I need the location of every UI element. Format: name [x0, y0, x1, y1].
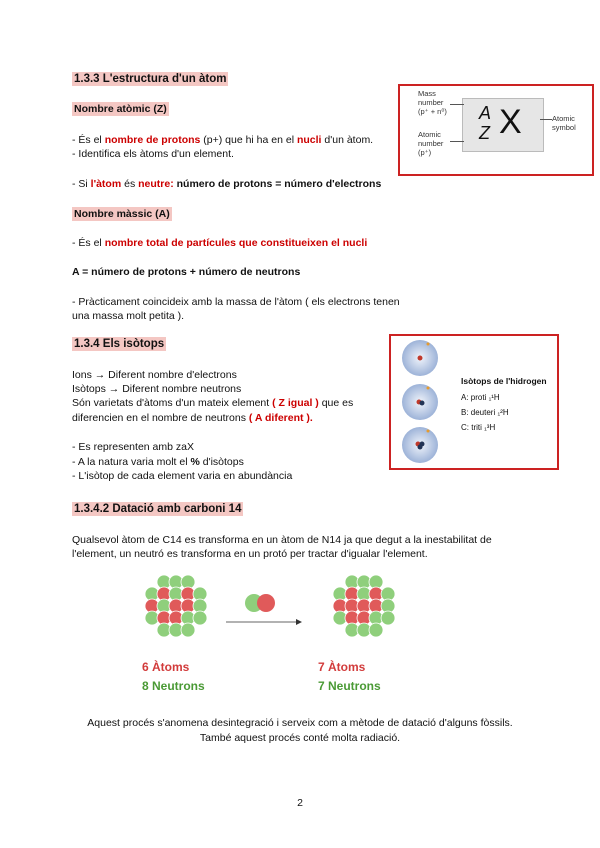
- a-heading: Nombre màssic (A): [74, 208, 170, 220]
- conclusion-line-2: També aquest procés conté molta radiació.: [199, 732, 401, 744]
- atomic-number-label: Atomic number (p⁺): [418, 130, 444, 157]
- isotopes-title: Isòtops de l'hidrogen: [461, 376, 547, 386]
- arrow-head: [296, 619, 302, 625]
- deuterium-label: B: deuteri ₁²H: [461, 408, 509, 417]
- section-title-1-3-3: 1.3.3 L'estructura d'un àtom: [74, 73, 227, 85]
- protium-atom: [402, 340, 438, 376]
- iso-line-2: Isòtops → Diferent nombre neutrons: [72, 383, 242, 395]
- right-neutrons-label: 7 Neutrons: [318, 679, 381, 693]
- left-atoms-label: 6 Àtoms: [142, 660, 190, 674]
- neutron-particle: [369, 623, 383, 637]
- deuterium-atom: [402, 384, 438, 420]
- iso-line-5: - Es representen amb zaX: [72, 441, 194, 453]
- left-neutrons-label: 8 Neutrons: [142, 679, 205, 693]
- iso-line-4: diferencien en el nombre de neutrons ( A diferent ).: [72, 412, 313, 424]
- atomic-pointer: [450, 141, 464, 142]
- section-title-1-3-4-2: 1.3.4.2 Datació amb carboni 14: [74, 503, 242, 515]
- a-formula: A = número de protons + número de neutrons: [72, 266, 301, 278]
- z-heading: Nombre atòmic (Z): [74, 103, 167, 115]
- carbon-14-nucleus: [145, 575, 207, 637]
- conclusion-line-1: Aquest procés s'anomena desintegració i serveix com a mètode de datació d'alguns fòssils.: [87, 717, 513, 729]
- symbol-pointer: [540, 119, 552, 120]
- z-line-1: - És el nombre de protons (p+) que hi ha en el nucli d'un àtom.: [72, 134, 374, 146]
- mass-number-label: Mass number (p⁺ + n⁰): [418, 89, 447, 116]
- page-number: 2: [297, 797, 303, 809]
- iso-line-6: - A la natura varia molt el % d'isòtops: [72, 456, 244, 468]
- nuclide-notation-figure: [398, 84, 594, 176]
- neutron-particle: [381, 611, 395, 625]
- a-line-1: - És el nombre total de partícules que constitueixen el nucli: [72, 237, 368, 249]
- iso-line-1: Ions → Diferent nombre d'electrons: [72, 369, 237, 381]
- section-title-1-3-4: 1.3.4 Els isòtops: [74, 338, 165, 350]
- right-atoms-label: 7 Àtoms: [318, 660, 366, 674]
- decay-diagram: [120, 572, 410, 642]
- atomic-symbol-label: Atomic symbol: [552, 114, 576, 132]
- a-line-3: - Pràcticament coincideix amb la massa de l'àtom ( els electrons tenen: [72, 296, 400, 308]
- nitrogen-14-nucleus: [333, 575, 395, 637]
- a-line-4: una massa molt petita ).: [72, 310, 185, 322]
- neutron-particle: [181, 623, 195, 637]
- isotope-atoms-svg: [395, 338, 445, 466]
- protium-label: A: proti ₁¹H: [461, 393, 500, 402]
- atomic-letter: Z: [479, 123, 490, 143]
- tritium-atom: [402, 427, 438, 463]
- symbol-box: [462, 98, 544, 152]
- tritium-label: C: triti ₁³H: [461, 423, 496, 432]
- c14-line-1: Qualsevol àtom de C14 es transforma en un àtom de N14 ja que degut a la inestabilitat de: [72, 534, 492, 546]
- hydrogen-isotopes-figure: [389, 334, 559, 470]
- c14-line-2: l'element, un neutró es transforma en un protó per tractar d'igualar l'element.: [72, 548, 428, 560]
- iso-line-3: Són varietats d'àtoms d'un mateix element ( Z igual ) que es: [72, 397, 354, 409]
- neutron-particle: [193, 611, 207, 625]
- z-line-2: - Identifica els àtoms d'un element.: [72, 148, 234, 160]
- symbol-letter: X: [499, 103, 522, 141]
- iso-line-7: - L'isòtop de cada element varia en abundància: [72, 470, 293, 482]
- mass-letter: A: [479, 103, 492, 123]
- mass-pointer: [450, 104, 464, 105]
- z-line-3: - Si l'àtom és neutre: número de protons = número d'electrons: [72, 178, 382, 190]
